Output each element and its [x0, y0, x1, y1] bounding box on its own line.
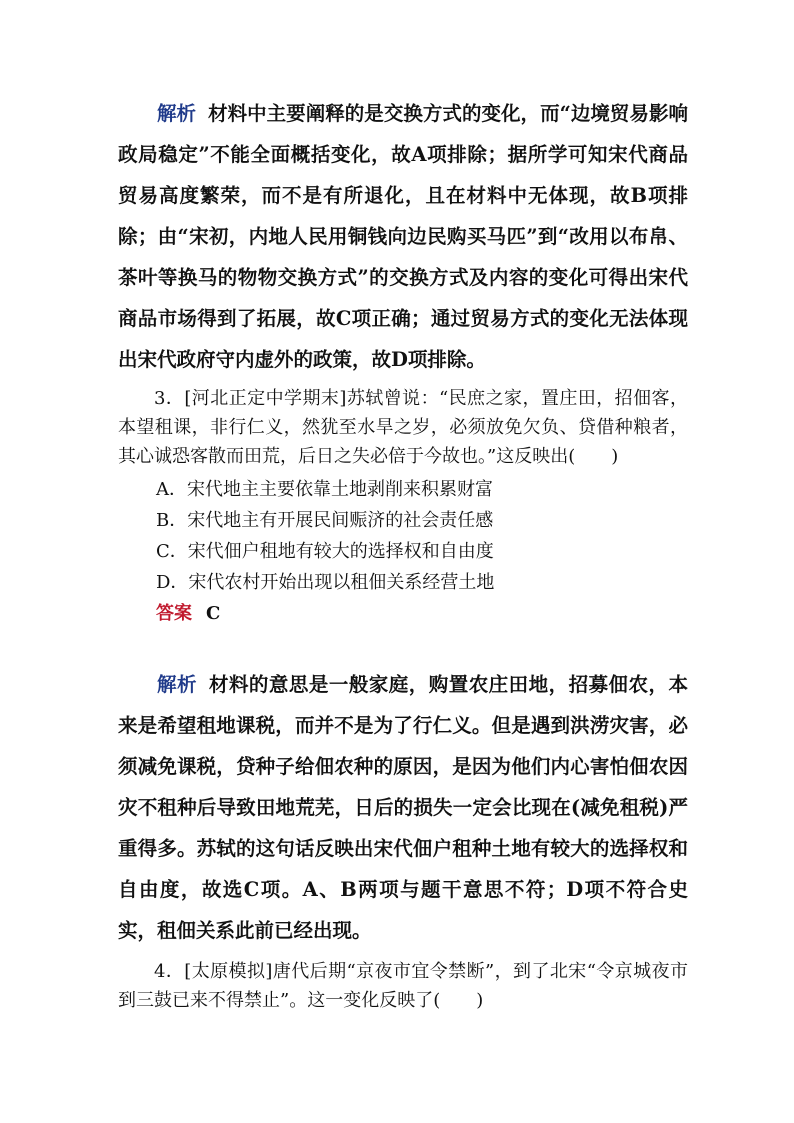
- explanation-tag: 解析: [157, 102, 197, 125]
- explanation-tag: 解析: [157, 673, 197, 696]
- explanation-text: 材料的意思是一般家庭，购置农庄田地，招募佃农，本来是希望租地课税，而并不是为了行仁义。但是遇到洪涝灾害，必须减免课税，贷种子给佃农种的原因，是因为他们内心害怕佃农因灾不租种后导致田地荒芜，日后的损失一定会比现在(减免租税)严重得多。苏轼的这句话反映出宋代佃户租种土地有较大的选择权和自由度，故选C项。A、B两项与题干意思不符；D项不符合史实，租佃关系此前已经出现。: [118, 673, 688, 942]
- explanation-block-3: [118, 664, 688, 951]
- explanation-block-1: [118, 93, 688, 380]
- question-3-stem: 3．[河北正定中学期末]苏轼曾说：“民庶之家，置庄田，招佃客，本望租课，非行仁义，然犹至水旱之岁，必须放免欠负、贷借种粮者，其心诚恐客散而田荒，后日之失必倍于今故也。”这反映出( ): [118, 388, 688, 467]
- explanation-paragraph: [118, 664, 688, 951]
- answer-tag: 答案: [156, 603, 192, 624]
- question-4-stem: 4．[太原模拟]唐代后期“京夜市宜令禁断”，到了北宋“令京城夜市到三鼓已来不得禁止”。这一变化反映了( ): [118, 961, 688, 1011]
- answer-value: C: [206, 603, 221, 624]
- option-c: C．宋代佃户租地有较大的选择权和自由度: [156, 541, 494, 562]
- answer-row: [118, 598, 688, 629]
- explanation-text: 材料中主要阐释的是交换方式的变化，而“边境贸易影响政局稳定”不能全面概括变化，故A项排除；据所学可知宋代商品贸易高度繁荣，而不是有所退化，且在材料中无体现，故B项排除；由“宋初，内地人民用铜钱向边民购买马匹”到“改用以布帛、茶叶等换马的物物交换方式”的交换方式及内容的变化可得出宋代商品市场得到了拓展，故C项正确；通过贸易方式的变化无法体现出宋代政府守内虚外的政策，故D项排除。: [118, 102, 688, 371]
- option-d: D．宋代农村开始出现以租佃关系经营土地: [156, 572, 495, 593]
- option-b: B．宋代地主有开展民间赈济的社会责任感: [156, 510, 494, 531]
- question-3-options: [118, 474, 688, 598]
- question-4-block: [118, 957, 688, 1015]
- option-a: A．宋代地主主要依靠土地剥削来积累财富: [156, 479, 493, 500]
- question-3-block: [118, 384, 688, 629]
- explanation-paragraph: [118, 93, 688, 380]
